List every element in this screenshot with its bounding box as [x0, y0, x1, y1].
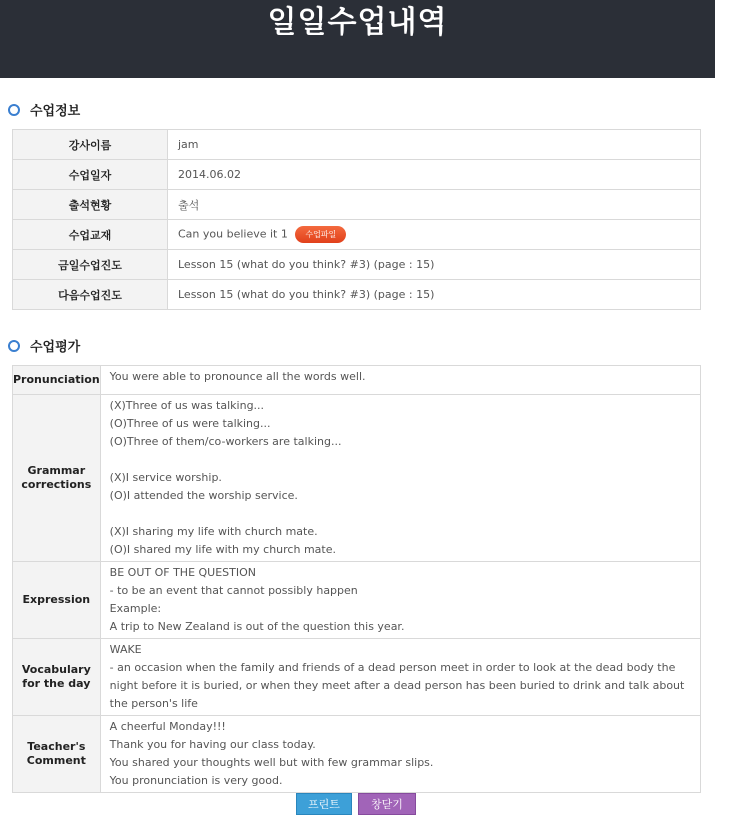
print-button[interactable]: 프린트 — [296, 793, 352, 815]
grammar-corrections-label: Grammar corrections — [13, 395, 101, 562]
text-line — [110, 505, 700, 523]
expression-value — [100, 562, 700, 639]
text-line: (X)I sharing my life with church mate. — [109, 525, 318, 538]
attendance-label: 출석현황 — [13, 190, 168, 220]
table-row — [13, 280, 701, 310]
grammar-corrections-value — [100, 395, 700, 562]
table-row — [13, 190, 701, 220]
today-progress-label: 금일수업진도 — [13, 250, 168, 280]
table-row — [13, 395, 701, 562]
text-line: BE OUT OF THE QUESTION — [109, 566, 257, 579]
next-progress-value: Lesson 15 (what do you think? #3) (page : 15) — [168, 280, 701, 310]
text-line: (O)Three of them/co-workers are talking... — [109, 435, 342, 448]
class-info-table — [12, 129, 701, 310]
table-row — [13, 366, 701, 395]
text-line — [110, 451, 700, 469]
textbook-cell — [168, 220, 701, 250]
page-title: 일일수업내역 — [267, 5, 448, 40]
attendance-value: 출석 — [168, 190, 701, 220]
section-title-evaluation-label: 수업평가 — [30, 340, 81, 355]
text-line: (X)Three of us was talking... — [109, 399, 265, 412]
section-title-evaluation — [8, 336, 80, 355]
class-date-label: 수업일자 — [13, 160, 168, 190]
text-line: - an occasion when the family and friends of a dead person meet in order to look at the dead body the night before it is buried, or when they meet after a dead person has been buried to drink and talk about the person's life — [109, 661, 688, 710]
table-row — [13, 639, 701, 716]
instructor-value: jam — [168, 130, 701, 160]
class-evaluation-table — [12, 365, 701, 793]
teacher-comment-label: Teacher's Comment — [13, 716, 101, 793]
table-row — [13, 130, 701, 160]
textbook-label: 수업교재 — [13, 220, 168, 250]
text-line: (O)I attended the worship service. — [109, 489, 298, 502]
circle-bullet-icon — [8, 104, 20, 116]
text-line: You shared your thoughts well but with few grammar slips. — [109, 756, 434, 769]
text-line: Example: — [109, 602, 162, 615]
instructor-label: 강사이름 — [13, 130, 168, 160]
class-date-value: 2014.06.02 — [168, 160, 701, 190]
table-row — [13, 716, 701, 793]
text-line: A trip to New Zealand is out of the question this year. — [109, 620, 405, 633]
table-row — [13, 160, 701, 190]
text-line: WAKE — [109, 643, 142, 656]
text-line: Thank you for having our class today. — [109, 738, 316, 751]
text-line: A cheerful Monday!!! — [109, 720, 226, 733]
section-title-info — [8, 100, 80, 119]
vocabulary-label: Vocabulary for the day — [13, 639, 101, 716]
section-title-info-label: 수업정보 — [30, 104, 81, 119]
textbook-value: Can you believe it 1 — [178, 227, 288, 241]
expression-label: Expression — [13, 562, 101, 639]
text-line: - to be an event that cannot possibly happen — [109, 584, 358, 597]
today-progress-value: Lesson 15 (what do you think? #3) (page : 15) — [168, 250, 701, 280]
text-line: You pronunciation is very good. — [109, 774, 283, 787]
text-line: (X)I service worship. — [109, 471, 222, 484]
text-line: (O)Three of us were talking... — [109, 417, 271, 430]
text-line: (O)I shared my life with my church mate. — [109, 543, 336, 556]
page-header — [0, 0, 715, 78]
teacher-comment-value — [100, 716, 700, 793]
table-row — [13, 562, 701, 639]
close-window-button[interactable]: 창닫기 — [358, 793, 416, 815]
vocabulary-value — [100, 639, 700, 716]
circle-bullet-icon — [8, 340, 20, 352]
table-row — [13, 250, 701, 280]
class-file-button[interactable]: 수업파일 — [295, 226, 346, 243]
table-row — [13, 220, 701, 250]
text-line: You were able to pronounce all the words well. — [109, 370, 366, 383]
pronunciation-value — [100, 366, 700, 395]
pronunciation-label: Pronunciation — [13, 366, 101, 395]
next-progress-label: 다음수업진도 — [13, 280, 168, 310]
